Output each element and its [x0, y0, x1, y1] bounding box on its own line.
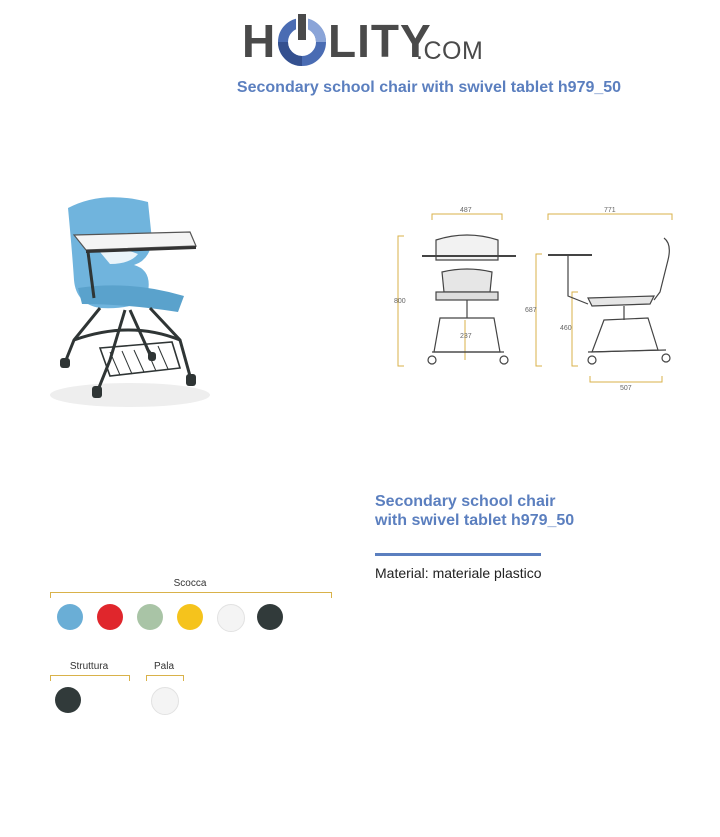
- dim-back-height: 687: [525, 307, 537, 314]
- scocca-label: Scocca: [173, 578, 207, 589]
- logo-text-h: H: [242, 15, 277, 67]
- page-title: Secondary school chair with swivel tablet h979_50: [236, 79, 622, 96]
- struttura-bracket: [50, 675, 130, 681]
- swatch-pala-white[interactable]: [151, 687, 179, 715]
- pala-bracket: [146, 675, 184, 681]
- technical-drawing[interactable]: [392, 200, 712, 400]
- product-title: Secondary school chair with swivel tablet h979_50: [375, 493, 575, 529]
- dim-seat-height: 460: [560, 325, 572, 332]
- swatch-white[interactable]: [217, 604, 245, 632]
- pala-label: Pala: [153, 661, 174, 672]
- dim-side-width: 771: [604, 207, 616, 214]
- swatch-sage-green[interactable]: [137, 604, 163, 630]
- swatch-red[interactable]: [97, 604, 123, 630]
- dim-front-width: 487: [460, 207, 472, 214]
- swatch-yellow[interactable]: [177, 604, 203, 630]
- dim-base-width: 237: [460, 333, 472, 340]
- logo-text-lity: LITY: [328, 15, 432, 67]
- product-photo[interactable]: [30, 180, 210, 415]
- holity-logo[interactable]: [240, 12, 490, 72]
- logo-text-domain: .COM: [416, 37, 484, 65]
- o-ring-logo-icon: [278, 12, 326, 70]
- swatch-dark-grey[interactable]: [257, 604, 283, 630]
- swatch-struttura-dark-grey[interactable]: [55, 687, 81, 713]
- title-underline: [375, 553, 541, 556]
- dim-total-height: 800: [394, 298, 406, 305]
- struttura-label: Struttura: [69, 661, 109, 672]
- material-text: Material: materiale plastico: [375, 565, 542, 581]
- scocca-bracket: [50, 592, 332, 598]
- dim-base-depth: 507: [620, 385, 632, 392]
- swatch-light-blue[interactable]: [57, 604, 83, 630]
